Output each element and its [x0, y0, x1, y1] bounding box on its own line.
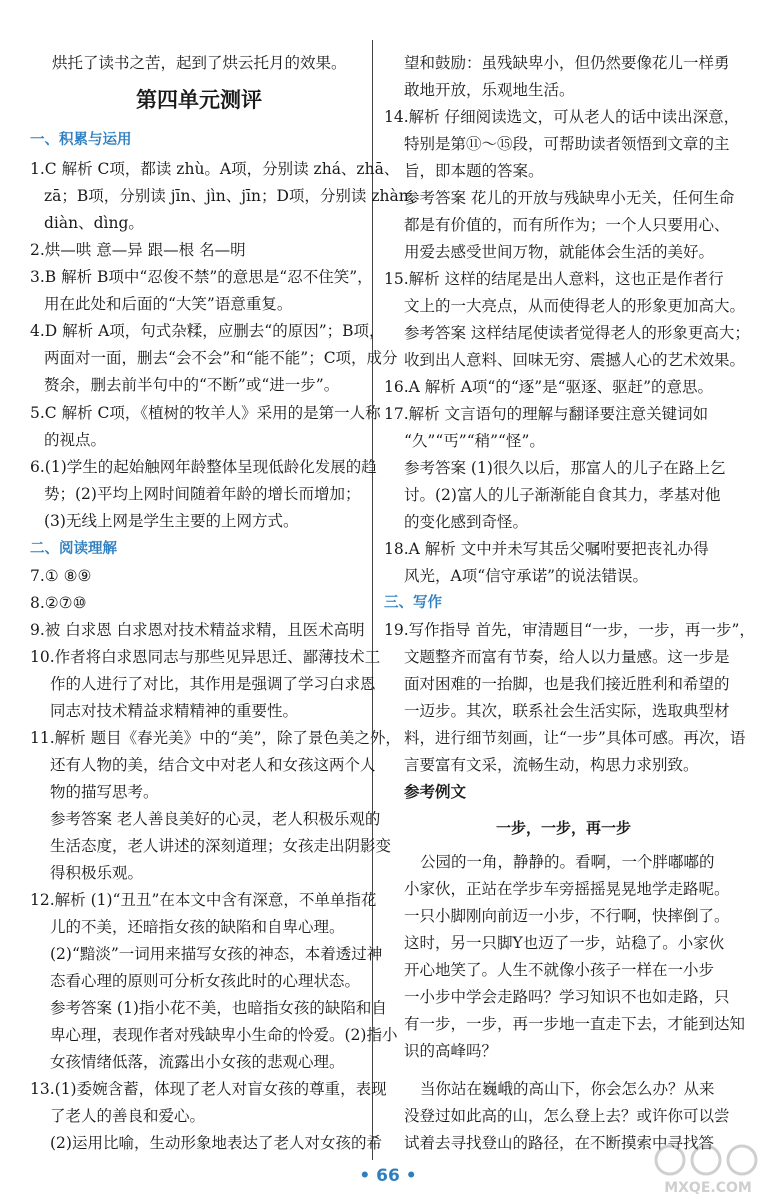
answer-15-line-2: 文上的一大亮点，从而使得老人的形象更加高大。 [404, 297, 746, 315]
answer-11-line-1: 11.解析 题目《春光美》中的“美”，除了景色美之外， [30, 729, 401, 747]
answer-8: 8.②⑦⑩ [30, 594, 87, 612]
answer-12-line-5: 参考答案 (1)指小花不美，也暗指女孩的缺陷和自 [50, 999, 387, 1017]
answer-19-line-6: 言要富有文采，流畅生动，构思力求别致。 [404, 756, 699, 774]
answer-11-line-2: 还有人物的美，结合文中对老人和女孩这两个人 [50, 756, 376, 774]
answer-15-line-1: 15.解析 这样的结尾是出人意料，这也正是作者行 [384, 270, 724, 288]
answer-10-line-3: 同志对技术精益求精精神的重要性。 [50, 702, 299, 720]
essay-line-10: 没登过如此高的山，怎么登上去？或许你可以尝 [404, 1107, 730, 1125]
essay-line-9: 当你站在巍峨的高山下，你会怎么办？从来 [420, 1080, 715, 1098]
answer-12-line-7: 女孩情绪低落，流露出小女孩的悲观心理。 [50, 1053, 345, 1071]
answer-3-line-1: 3.B 解析 B项中“忍俊不禁”的意思是“忍不住笑”， [30, 268, 373, 286]
answer-13-cont-line-1: 望和鼓励：虽残缺卑小，但仍然要像花儿一样勇 [404, 54, 730, 72]
answer-14-line-1: 14.解析 仔细阅读选文，可从老人的话中读出深意， [384, 108, 740, 126]
essay-line-1: 公园的一角，静静的。看啊，一个胖嘟嘟的 [420, 853, 715, 871]
answer-12-line-4: 态看心理的原则可分析女孩此时的心理状态。 [50, 972, 361, 990]
answer-6-line-2: 势；(2)平均上网时间随着年龄的增长而增加； [44, 485, 361, 503]
essay-line-6: 一小步中学会走路吗？学习知识不也如走路，只 [404, 988, 730, 1006]
answer-14-line-2: 特别是第⑪～⑮段，可帮助读者领悟到文章的主 [404, 135, 730, 153]
answer-1-line-3: diàn、dìng。 [44, 214, 144, 232]
answer-17-line-1: 17.解析 文言语句的理解与翻译要注意关键词如 [384, 405, 709, 423]
section-heading-3: 三、写作 [384, 595, 442, 611]
section-heading-1: 一、积累与运用 [30, 132, 132, 148]
essay-line-11: 试着去寻找登山的路径，在不断摸索中寻找答 [404, 1134, 715, 1152]
answer-14-line-3: 旨，即本题的答案。 [404, 162, 544, 180]
answer-13-cont-line-2: 敢地开放，乐观地生活。 [404, 81, 575, 99]
answer-3-line-2: 用在此处和后面的“大笑”语意重复。 [44, 295, 293, 313]
answer-13-line-3: (2)运用比喻，生动形象地表达了老人对女孩的希 [50, 1134, 382, 1152]
answer-12-line-2: 儿的不美，还暗指女孩的缺陷和自卑心理。 [50, 918, 345, 936]
answer-12-line-3: (2)“黯淡”一词用来描写女孩的神态，本着透过神 [50, 945, 383, 963]
answer-9: 9.被 白求恩 白求恩对技术精益求精，且医术高明 [30, 621, 365, 639]
answer-14-line-6: 用爱去感受世间万物，就能体会生活的美好。 [404, 243, 715, 261]
answer-4-line-2: 两面对一面，删去“会不会”和“能不能”；C项，成分 [44, 349, 398, 367]
answer-13-line-1: 13.(1)委婉含蓄，体现了老人对盲女孩的尊重，表现 [30, 1080, 387, 1098]
intro-text: 烘托了读书之苦，起到了烘云托月的效果。 [52, 54, 347, 72]
watermark-logo-icon [648, 1140, 768, 1196]
answer-10-line-1: 10.作者将白求恩同志与那些见异思迁、鄙薄技术工 [30, 648, 381, 666]
section-heading-2: 二、阅读理解 [30, 541, 117, 557]
sample-essay-label: 参考例文 [404, 783, 467, 801]
answer-14-line-4: 参考答案 花儿的开放与残缺卑小无关，任何生命 [404, 189, 735, 207]
answer-15-line-3: 参考答案 这样结尾使读者觉得老人的形象更高大； [404, 324, 750, 342]
answer-6-line-1: 6.(1)学生的起始触网年龄整体呈现低龄化发展的趋 [30, 458, 377, 476]
essay-title: 一步，一步，再一步 [496, 819, 632, 837]
answer-17-line-3: 参考答案 (1)很久以后，那富人的儿子在路上乞 [404, 459, 726, 477]
answer-18-line-1: 18.A 解析 文中并未写其岳父嘱咐要把丧礼办得 [384, 540, 709, 558]
answer-19-line-2: 文题整齐而富有节奏，给人以力量感。这一步是 [404, 648, 730, 666]
answer-18-line-2: 风光，A项“信守承诺”的说法错误。 [404, 567, 649, 585]
answer-5-line-2: 的视点。 [44, 431, 107, 449]
answer-16: 16.A 解析 A项“的“逐”是“驱逐、驱赶”的意思。 [384, 378, 714, 396]
answer-13-line-2: 了老人的善良和爱心。 [50, 1107, 206, 1125]
answer-17-line-4: 讨。(2)富人的儿子渐渐能自食其力，孝基对他 [404, 486, 721, 504]
essay-line-2: 小家伙，正站在学步车旁摇摇晃晃地学走路呢。 [404, 880, 730, 898]
answer-1-line-1: 1.C 解析 C项，都读 zhù。A项，分别读 zhá、zhā、 [30, 160, 400, 178]
answer-15-line-4: 收到出人意料、回味无穷、震撼人心的艺术效果。 [404, 351, 746, 369]
answer-19-line-1: 19.写作指导 首先，审清题目“一步，一步，再一步”， [384, 621, 755, 639]
essay-line-4: 这时，另一只脚Y也迈了一步，站稳了。小家伙 [404, 934, 725, 952]
answer-19-line-5: 料，进行细节刻画，让“一步”具体可感。再次，语 [404, 729, 746, 747]
column-divider [372, 40, 373, 1160]
answer-17-line-2: “久”“丐”“稍”“怪”。 [404, 432, 545, 450]
answer-4-line-3: 赘余，删去前半句中的“不断”或“进一步”。 [44, 376, 340, 394]
answer-19-line-3: 面对困难的一抬脚，也是我们接近胜利和希望的 [404, 675, 730, 693]
answer-11-line-5: 生活态度，老人讲述的深刻道理；女孩走出阴影变 [50, 837, 392, 855]
page-title: 第四单元测评 [136, 88, 262, 112]
essay-line-8: 识的高峰吗？ [404, 1042, 498, 1060]
answer-14-line-5: 都是有价值的，而有所作为；一个人只要用心、 [404, 216, 730, 234]
answer-7: 7.① ⑧⑨ [30, 567, 92, 585]
answer-17-line-5: 的变化感到奇怪。 [404, 513, 529, 531]
answer-4-line-1: 4.D 解析 A项，句式杂糅，应删去“的原因”；B项， [30, 322, 385, 340]
essay-line-3: 一只小脚刚向前迈一小步，不行啊，快摔倒了。 [404, 907, 730, 925]
answer-11-line-6: 得积极乐观。 [50, 864, 144, 882]
answer-12-line-6: 卑心理，表现作者对残缺卑小生命的怜爱。(2)指小 [50, 1026, 398, 1044]
answer-12-line-1: 12.解析 (1)“丑丑”在本文中含有深意，不单单指花 [30, 891, 377, 909]
answer-19-line-4: 一迈步。其次，联系社会生活实际，选取典型材 [404, 702, 730, 720]
answer-10-line-2: 作的人进行了对比，其作用是强调了学习白求恩 [50, 675, 376, 693]
answer-5-line-1: 5.C 解析 C项，《植树的牧羊人》采用的是第一人称 [30, 404, 381, 422]
page-number: • 66 • [359, 1166, 417, 1186]
answer-11-line-4: 参考答案 老人善良美好的心灵，老人积极乐观的 [50, 810, 381, 828]
answer-11-line-3: 物的描写思考。 [50, 783, 159, 801]
essay-line-5: 开心地笑了。人生不就像小孩子一样在一小步 [404, 961, 715, 979]
essay-line-7: 有一步，一步，再一步地一直走下去，才能到达知 [404, 1015, 746, 1033]
answer-1-line-2: zā；B项，分别读 jīn、jìn、jīn；D项，分别读 zhàn、 [44, 187, 425, 205]
answer-2: 2.烘—哄 意—异 跟—根 名—明 [30, 241, 246, 259]
answer-6-line-3: (3)无线上网是学生主要的上网方式。 [44, 512, 299, 530]
watermark-text: MXQE.COM [664, 1180, 752, 1196]
